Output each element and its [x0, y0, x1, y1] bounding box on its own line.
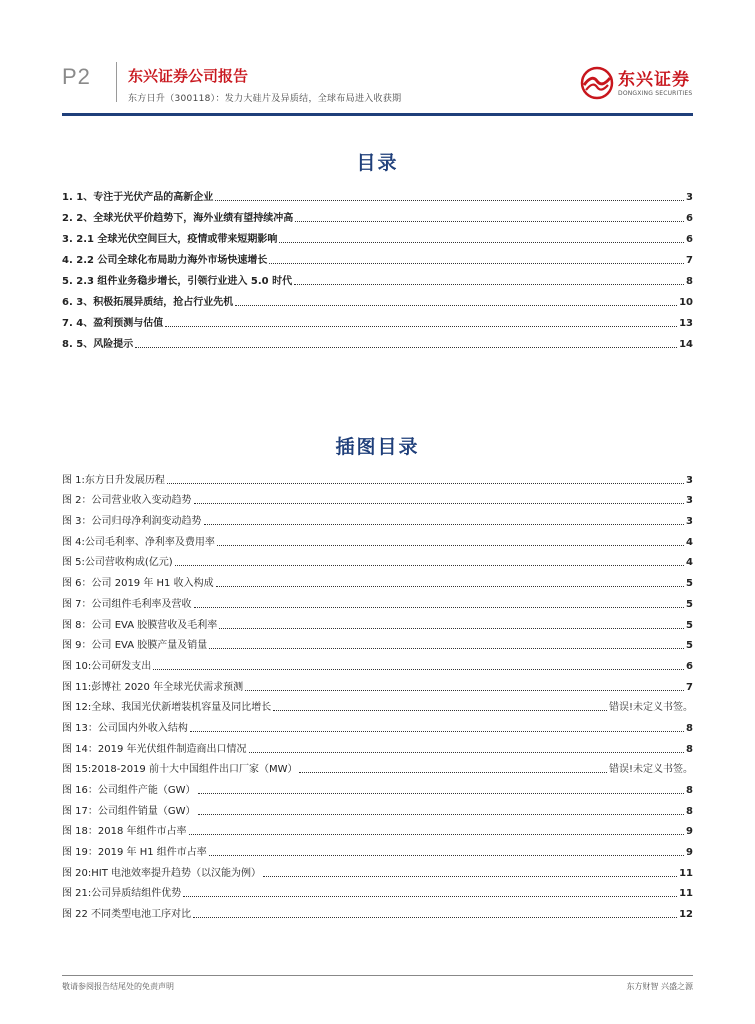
- figure-entry-page: 3: [686, 474, 693, 486]
- leader-dots: [194, 503, 684, 504]
- figure-entry-page: 4: [686, 536, 693, 548]
- figure-entry[interactable]: [62, 735, 693, 756]
- footer-disclaimer: 敬请参阅报告结尾处的免责声明: [62, 982, 174, 991]
- toc-entry[interactable]: [62, 204, 693, 225]
- figure-entry-label: 图 13：公司国内外收入结构: [62, 722, 188, 734]
- leader-dots: [204, 524, 684, 525]
- report-subtitle: 东方日升（300118）：发力大硅片及异质结，全球布局进入收获期: [128, 94, 402, 104]
- toc-entry-label: 6. 3、积极拓展异质结，抢占行业先机: [62, 297, 234, 308]
- figure-entry[interactable]: [62, 590, 693, 611]
- toc-entry-label: 3. 2.1 全球光伏空间巨大，疫情或带来短期影响: [62, 234, 278, 245]
- toc-entry-page: 6: [686, 213, 693, 224]
- figure-entry[interactable]: [62, 652, 693, 673]
- toc-entry-page: 3: [686, 192, 693, 203]
- leader-dots: [198, 814, 684, 815]
- figure-entry-label: 图 15:2018-2019 前十大中国组件出口厂家（MW）: [62, 764, 298, 776]
- figure-entry-label: 图 11:彭博社 2020 年全球光伏需求预测: [62, 681, 244, 693]
- leader-dots: [189, 834, 685, 835]
- figure-entry-page: 5: [686, 598, 693, 610]
- table-of-contents: [62, 183, 693, 351]
- figure-entry-label: 图 17：公司组件销量（GW）: [62, 805, 196, 817]
- figure-entry-page: 8: [686, 785, 693, 796]
- leader-dots: [153, 669, 684, 670]
- figure-entry[interactable]: [62, 528, 693, 549]
- toc-entry[interactable]: [62, 267, 693, 288]
- toc-entry-page: 14: [679, 339, 693, 350]
- figure-entry[interactable]: [62, 797, 693, 818]
- figure-entry-page: 8: [686, 722, 693, 734]
- figure-entry[interactable]: [62, 632, 693, 653]
- toc-entry-label: 7. 4、盈利预测与估值: [62, 318, 164, 329]
- figure-entry[interactable]: [62, 838, 693, 859]
- figure-entry-page: 8: [686, 743, 693, 755]
- page-number: P2: [62, 64, 91, 89]
- figure-entry[interactable]: [62, 694, 693, 715]
- leader-dots: [299, 772, 607, 773]
- leader-dots: [219, 628, 684, 629]
- figure-entry-page: 7: [686, 681, 693, 693]
- leader-dots: [269, 263, 684, 264]
- leader-dots: [217, 545, 684, 546]
- toc-entry-label: 1. 1、专注于光伏产品的高新企业: [62, 192, 214, 203]
- figure-entry-page: 5: [686, 578, 693, 590]
- leader-dots: [175, 565, 684, 566]
- toc-entry[interactable]: [62, 183, 693, 204]
- figure-entry-page: 6: [686, 660, 693, 672]
- figure-entry-page: 8: [686, 805, 693, 817]
- leader-dots: [198, 793, 684, 794]
- figure-entry[interactable]: [62, 611, 693, 632]
- dongxing-logo-icon: [580, 66, 614, 100]
- figure-entry[interactable]: [62, 569, 693, 590]
- figure-entry[interactable]: [62, 818, 693, 839]
- figure-entry-page: 4: [686, 557, 693, 569]
- toc-entry-label: 4. 2.2 公司全球化布局助力海外市场快速增长: [62, 255, 268, 266]
- toc-entry-page: 10: [679, 297, 693, 308]
- header-rule: [62, 113, 693, 116]
- figure-entry[interactable]: [62, 487, 693, 508]
- company-logo: [580, 64, 696, 104]
- toc-entry-page: 6: [686, 234, 693, 245]
- toc-title: 目录: [356, 152, 399, 174]
- leader-dots: [294, 284, 684, 285]
- figure-entry-label: 图 22 不同类型电池工序对比: [62, 909, 192, 921]
- toc-entry-page: 8: [686, 276, 693, 287]
- toc-entry-label: 2. 2、全球光伏平价趋势下，海外业绩有望持续冲高: [62, 213, 294, 224]
- figure-entry-page: 11: [679, 867, 693, 879]
- leader-dots: [135, 347, 677, 348]
- figure-entry-page: 5: [686, 640, 693, 652]
- leader-dots: [245, 690, 684, 691]
- leader-dots: [183, 896, 677, 897]
- figure-entry[interactable]: [62, 714, 693, 735]
- figure-entry-label: 图 12:全球、我国光伏新增装机容量及同比增长: [62, 702, 272, 714]
- footer-rule: [62, 975, 693, 976]
- figure-entry-page: 11: [679, 888, 693, 900]
- toc-entry[interactable]: [62, 225, 693, 246]
- figure-entry-page-error: 错误!未定义书签。: [608, 764, 693, 776]
- leader-dots: [209, 648, 684, 649]
- figure-entry[interactable]: [62, 673, 693, 694]
- figure-entry-label: 图 3：公司归母净利润变动趋势: [62, 516, 202, 528]
- leader-dots: [194, 607, 684, 608]
- figure-entry-label: 图 20:HIT 电池效率提升趋势（以汉能为例）: [62, 867, 262, 879]
- leader-dots: [273, 710, 607, 711]
- leader-dots: [193, 917, 677, 918]
- leader-dots: [209, 855, 684, 856]
- leader-dots: [279, 242, 684, 243]
- toc-entry-label: 5. 2.3 组件业务稳步增长，引领行业进入 5.0 时代: [62, 276, 293, 287]
- figure-entry[interactable]: [62, 900, 693, 921]
- figure-entry-page: 5: [686, 619, 693, 631]
- logo-name-en: DONGXING SECURITIES: [618, 90, 693, 97]
- toc-entry-page: 13: [679, 318, 693, 329]
- figure-entry[interactable]: [62, 880, 693, 901]
- figure-entry-label: 图 1:东方日升发展历程: [62, 474, 165, 486]
- leader-dots: [190, 731, 684, 732]
- toc-entry-page: 7: [686, 255, 693, 266]
- figure-entry-label: 图 4:公司毛利率、净利率及费用率: [62, 536, 215, 548]
- figure-entry[interactable]: [62, 549, 693, 570]
- leader-dots: [235, 305, 677, 306]
- figure-entry-label: 图 21:公司异质结组件优势: [62, 888, 182, 900]
- leader-dots: [215, 200, 684, 201]
- leader-dots: [295, 221, 684, 222]
- leader-dots: [165, 326, 677, 327]
- figure-entry-page: 3: [686, 495, 693, 507]
- figure-entry[interactable]: [62, 466, 693, 487]
- figure-entry-label: 图 19：2019 年 H1 组件市占率: [62, 847, 207, 859]
- figure-entry[interactable]: [62, 859, 693, 880]
- figure-entry-label: 图 10:公司研发支出: [62, 660, 152, 672]
- figure-entry-label: 图 7：公司组件毛利率及营收: [62, 598, 192, 610]
- figure-entry-page: 3: [686, 516, 693, 528]
- figure-entry-label: 图 9：公司 EVA 胶膜产量及销量: [62, 640, 208, 652]
- toc-entry[interactable]: [62, 309, 693, 330]
- figure-entry[interactable]: [62, 776, 693, 797]
- toc-entry[interactable]: [62, 246, 693, 267]
- figure-entry-label: 图 2：公司营业收入变动趋势: [62, 495, 192, 507]
- figure-entry[interactable]: [62, 756, 693, 777]
- toc-entry-label: 8. 5、风险提示: [62, 339, 134, 350]
- figure-entry-page: 12: [679, 909, 693, 921]
- leader-dots: [167, 483, 684, 484]
- figure-entry-label: 图 8：公司 EVA 胶膜营收及毛利率: [62, 619, 218, 631]
- figure-entry-page: 9: [686, 847, 693, 859]
- toc-entry[interactable]: [62, 330, 693, 351]
- figure-entry-label: 图 16：公司组件产能（GW）: [62, 785, 196, 796]
- leader-dots: [263, 876, 677, 877]
- figure-table-of-contents: [62, 466, 693, 921]
- figure-entry-label: 图 14：2019 年光伏组件制造商出口情况: [62, 743, 247, 755]
- figure-entry-label: 图 5:公司营收构成(亿元): [62, 557, 173, 569]
- figure-entry-page-error: 错误!未定义书签。: [608, 702, 693, 714]
- figure-toc-title: 插图目录: [335, 436, 420, 458]
- logo-name-cn: 东兴证券: [618, 70, 690, 90]
- leader-dots: [249, 752, 685, 753]
- figure-entry-page: 9: [686, 826, 693, 838]
- figure-entry-label: 图 18：2018 年组件市占率: [62, 826, 187, 838]
- toc-entry[interactable]: [62, 288, 693, 309]
- leader-dots: [216, 586, 684, 587]
- footer-slogan: 东方财智 兴盛之源: [626, 982, 693, 991]
- figure-entry-label: 图 6：公司 2019 年 H1 收入构成: [62, 578, 214, 590]
- header-separator: [116, 62, 117, 102]
- company-report-title: 东兴证券公司报告: [128, 67, 249, 85]
- figure-entry[interactable]: [62, 507, 693, 528]
